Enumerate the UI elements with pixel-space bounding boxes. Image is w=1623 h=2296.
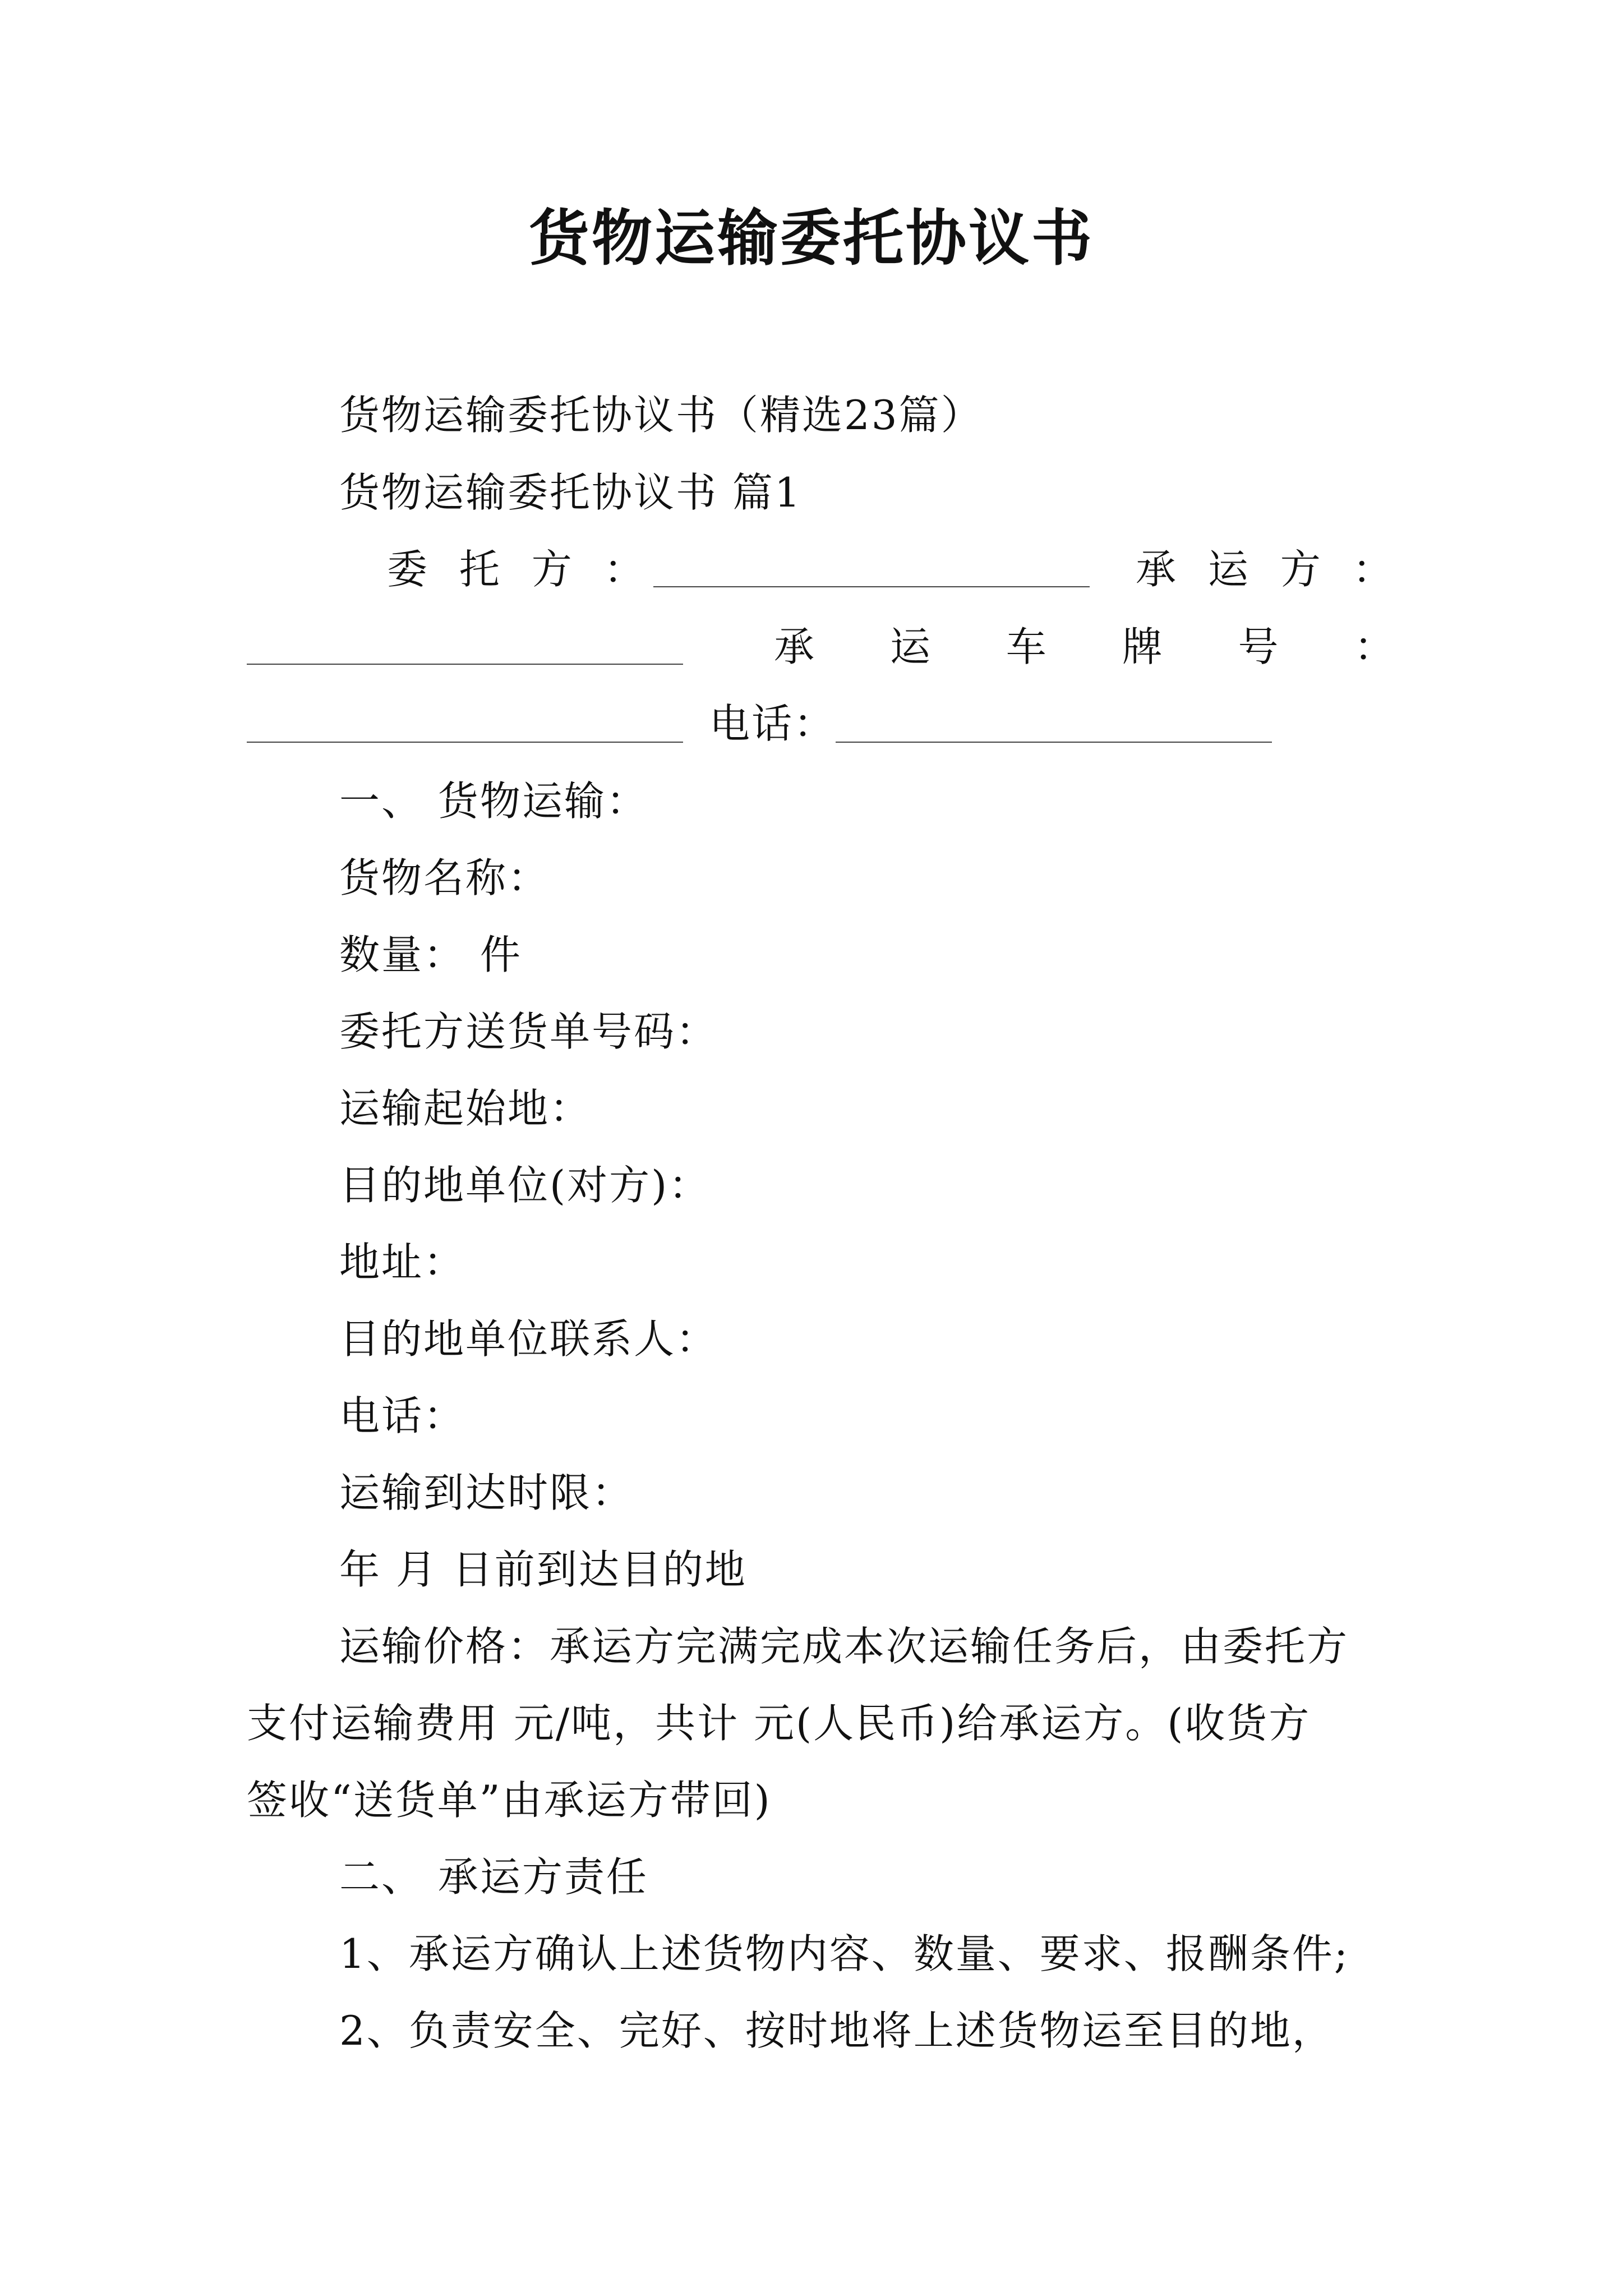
- text-line: 运输起始地：: [339, 1085, 592, 1132]
- text-line: 货物名称：: [339, 854, 550, 901]
- section-heading: 货物运输委托协议书 篇1: [339, 469, 802, 516]
- price-paragraph-line: 运输价格：承运方完满完成本次运输任务后，由委托方: [339, 1623, 1349, 1670]
- section2-item: 2、负责安全、完好、按时地将上述货物运至目的地，: [339, 2007, 1334, 2054]
- text-line: 电话：: [339, 1392, 466, 1439]
- price-paragraph-line: 支付运输费用 元/吨，共计 元(人民币)给承运方。(收货方: [247, 1700, 1311, 1747]
- text-line: 数量： 件: [339, 931, 522, 978]
- document-title: 货物运输委托协议书: [528, 203, 1094, 274]
- plate-label: 承 运 车 牌 号 ：: [774, 623, 1397, 670]
- text-line: 目的地单位(对方)：: [339, 1162, 711, 1209]
- text-line: 地址：: [339, 1239, 466, 1286]
- carrier-blank: [247, 664, 683, 665]
- section2-item: 1、承运方确认上述货物内容、数量、要求、报酬条件;: [339, 1930, 1350, 1977]
- consignor-label: 委 托 方 ：: [387, 546, 648, 593]
- consignor-blank: [653, 586, 1090, 587]
- phone-label: 电话：: [709, 700, 836, 747]
- document-subtitle: 货物运输委托协议书（精选23篇）: [339, 392, 983, 439]
- section2-heading: 二、 承运方责任: [339, 1853, 648, 1901]
- text-line: 目的地单位联系人：: [339, 1315, 718, 1363]
- phone-blank: [836, 742, 1272, 743]
- text-line: 委托方送货单号码：: [339, 1008, 718, 1055]
- carrier-label: 承 运 方 ：: [1136, 546, 1396, 593]
- text-line: 运输到达时限：: [339, 1469, 634, 1516]
- plate-blank: [247, 742, 683, 743]
- price-paragraph-line: 签收“送货单”由承运方带回): [247, 1777, 772, 1824]
- text-line: 一、 货物运输：: [339, 777, 648, 825]
- text-line: 年 月 日前到达目的地: [339, 1546, 747, 1593]
